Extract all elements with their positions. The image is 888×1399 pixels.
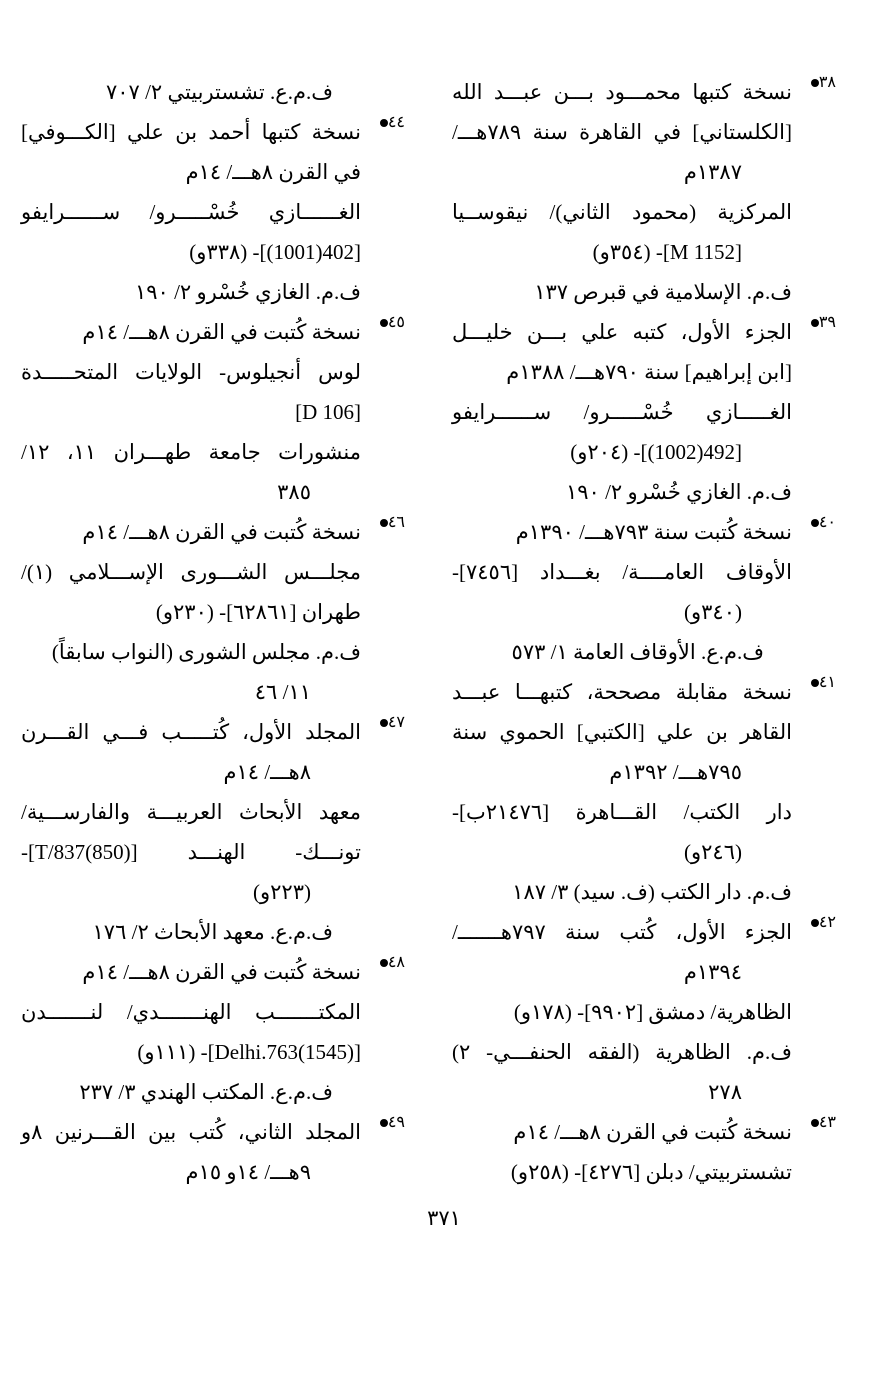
entry-line: ٧٩٥هـــ/ ١٣٩٢م	[609, 760, 742, 784]
entry-46	[21, 512, 405, 712]
entry-line: في القرن ٨هـــ/ ١٤م	[185, 160, 361, 184]
bullet-icon	[380, 319, 388, 327]
entry-43	[452, 1112, 836, 1192]
entry-line: دار الكتب/ القـــاهرة [٢١٤٧٦ب]-	[452, 800, 792, 824]
entry-45	[21, 312, 405, 512]
entry-number: ٤٨	[361, 952, 405, 972]
entry-line: نسخة كُتبت في القرن ٨هـــ/ ١٤م	[82, 520, 361, 544]
entry-line: [الكلستاني] في القاهرة سنة ٧٨٩هـــ/	[452, 120, 792, 144]
bullet-icon	[380, 959, 388, 967]
bullet-icon	[380, 119, 388, 127]
entry-48	[21, 952, 405, 1112]
entry-line: ف.م.ع. المكتب الهندي ٣/ ٢٣٧	[79, 1080, 333, 1104]
bullet-icon	[380, 1119, 388, 1127]
entry-47	[21, 712, 405, 952]
entry-line: ف.م. الغازي خُسْرو ٢/ ١٩٠	[134, 280, 361, 304]
entry-line: ١٣٨٧م	[683, 160, 742, 184]
entry-42	[452, 912, 836, 1112]
entry-line: المجلد الثاني، كُتب بين القـــرنين ٨و	[21, 1120, 361, 1144]
entry-line: مجلـــس الشـــورى الإســـلامي (١)/	[21, 560, 361, 584]
entry-line: (٢٢٣و)	[253, 880, 311, 904]
entry-line: ٩هـــ/ ١٤و ١٥م	[185, 1160, 311, 1184]
entry-line: الأوقاف العامــــة/ بغـــداد [٧٤٥٦]-	[452, 560, 792, 584]
entry-line: ٣٨٥	[277, 480, 311, 504]
entry-line: [492(1002)]- (٢٠٤و)	[570, 440, 742, 464]
entry-39	[452, 312, 836, 512]
entry-line: ف.م.ع. معهد الأبحاث ٢/ ١٧٦	[92, 920, 333, 944]
entry-line: نسخة كُتبت في القرن ٨هـــ/ ١٤م	[513, 1120, 792, 1144]
entry-line: [Delhi.763(1545)]- (١١١و)	[137, 1040, 361, 1064]
entry-number: ٤٥	[361, 312, 405, 332]
entry-number: ٤٠	[792, 512, 836, 532]
entry-line: ٨هـــ/ ١٤م	[223, 760, 311, 784]
entry-line: طهران [٦٢٨٦١]- (٢٣٠و)	[155, 600, 361, 624]
entry-line: [ابن إبراهيم] سنة ٧٩٠هـــ/ ١٣٨٨م	[506, 360, 792, 384]
right-column	[452, 72, 836, 1192]
entry-continuation	[21, 72, 361, 112]
entry-line: الجزء الأول، كتبه علي بـــن خليـــل	[452, 320, 792, 344]
bullet-icon	[811, 679, 819, 687]
bullet-icon	[811, 919, 819, 927]
entry-line: الغـــــازي خُسْـــــرو/ ســــــرايفو	[452, 400, 792, 424]
bullet-icon	[811, 519, 819, 527]
bullet-icon	[811, 79, 819, 87]
entry-line: معهد الأبحاث العربيـــة والفارســـية/	[21, 800, 361, 824]
entry-line: ١١/ ٤٦	[254, 680, 311, 704]
entry-line: ف.م. الغازي خُسْرو ٢/ ١٩٠	[565, 480, 792, 504]
entry-line: (٢٤٦و)	[684, 840, 742, 864]
entry-line: نسخة كُتبت في القرن ٨هـــ/ ١٤م	[82, 320, 361, 344]
entry-line: ف.م. الإسلامية في قبرص ١٣٧	[534, 280, 792, 304]
entry-line: [402(1001)]- (٣٣٨و)	[189, 240, 361, 264]
bullet-icon	[380, 719, 388, 727]
entry-number: ٤٧	[361, 712, 405, 732]
entry-line: نسخة مقابلة مصححة، كتبهـــا عبـــد	[452, 680, 792, 704]
entry-line: ٢٧٨	[708, 1080, 742, 1104]
entry-line: [M 1152]- (٣٥٤و)	[592, 240, 742, 264]
entry-number: ٤٩	[361, 1112, 405, 1132]
entry-line: نسخة كتبها محمـــود بـــن عبـــد الله	[452, 80, 792, 104]
entry-41	[452, 672, 836, 912]
entry-line: ف.م. دار الكتب (ف. سيد) ٣/ ١٨٧	[512, 880, 792, 904]
bullet-icon	[380, 519, 388, 527]
entry-number: ٣٩	[792, 312, 836, 332]
entry-44	[21, 112, 405, 312]
entry-number: ٤٢	[792, 912, 836, 932]
entry-line: الجزء الأول، كُتب سنة ٧٩٧هـــــــ/	[452, 920, 792, 944]
entry-line: ف.م. الظاهرية (الفقه الحنفـــي- ٢)	[452, 1040, 792, 1064]
entry-line: نسخة كُتبت سنة ٧٩٣هـــ/ ١٣٩٠م	[515, 520, 792, 544]
entry-49	[21, 1112, 405, 1192]
entry-38	[452, 72, 836, 312]
entry-line: الغــــــازي خُسْـــــرو/ ســــــرايفو	[21, 200, 361, 224]
bullet-icon	[811, 319, 819, 327]
entry-line: المجلد الأول، كُتـــــب فـــي القـــرن	[21, 720, 361, 744]
entry-line: ف.م. مجلس الشورى (النواب سابقاً)	[51, 640, 361, 664]
entry-line: المركزية (محمود الثاني)/ نيقوســيا	[452, 200, 792, 224]
entry-line: المكتـــــــب الهنـــــــدي/ لنـــــــدن	[21, 1000, 361, 1024]
entry-line: نسخة كتبها أحمد بن علي [الكـــوفي]	[21, 120, 361, 144]
entry-line: الظاهرية/ دمشق [٩٩٠٢]- (١٧٨و)	[513, 1000, 792, 1024]
entry-40	[452, 512, 836, 672]
entry-number: ٤٤	[361, 112, 405, 132]
entry-line: (٣٤٠و)	[684, 600, 742, 624]
entry-line: القاهر بن علي [الكتبي] الحموي سنة	[452, 720, 792, 744]
entry-number: ٤١	[792, 672, 836, 692]
entry-number: ٣٨	[792, 72, 836, 92]
entry-line: تشستربيتي/ دبلن [٤٢٧٦]- (٢٥٨و)	[510, 1160, 792, 1184]
entry-line: [D 106]	[295, 400, 361, 424]
entry-line: ف.م.ع. تشستربيتي ٢/ ٧٠٧	[105, 80, 333, 104]
entry-number: ٤٣	[792, 1112, 836, 1132]
entry-line: ف.م.ع. الأوقاف العامة ١/ ٥٧٣	[511, 640, 764, 664]
page-number: ٣٧١	[427, 1206, 461, 1230]
left-column	[21, 72, 405, 1192]
bullet-icon	[811, 1119, 819, 1127]
entry-line: منشورات جامعة طهـــران ١١، ١٢/	[21, 440, 361, 464]
entry-line: لوس أنجيلوس- الولايات المتحـــــدة	[21, 360, 361, 384]
entry-number: ٤٦	[361, 512, 405, 532]
entry-line: نسخة كُتبت في القرن ٨هـــ/ ١٤م	[82, 960, 361, 984]
entry-line: تونـــك- الهنـــد [T/837(850)]-	[21, 840, 361, 864]
entry-line: ١٣٩٤م	[683, 960, 742, 984]
